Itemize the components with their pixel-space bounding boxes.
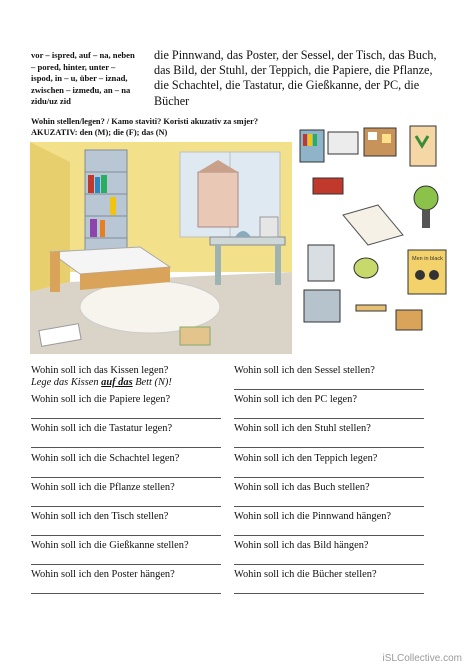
answer-line[interactable] — [234, 506, 424, 507]
answer-line[interactable] — [31, 564, 221, 565]
question-text: Wohin soll ich das Buch stellen? — [234, 481, 370, 493]
question-text: Wohin soll ich den Teppich legen? — [234, 452, 378, 464]
answer-line[interactable] — [234, 593, 424, 594]
question-text: Wohin soll ich das Kissen legen? — [31, 365, 169, 376]
prepositions-block — [31, 50, 147, 108]
room-illustration — [30, 142, 292, 354]
vocabulary-line: das Bild, der Stuhl, der Teppich, die Papiere, die Pflanze, — [154, 63, 433, 78]
example-before: Lege das Kissen — [31, 377, 102, 388]
answer-line[interactable] — [31, 593, 221, 594]
question-text: Wohin soll ich die Bücher stellen? — [234, 569, 377, 581]
instruction-line: Wohin stellen/legen? / Kamo staviti? Koristi akuzativ za smjer? — [31, 117, 259, 126]
vocabulary-line: die Schachtel, die Tastatur, die Gießkanne, der PC, die — [154, 78, 420, 93]
answer-line[interactable] — [31, 506, 221, 507]
answer-line[interactable] — [31, 477, 221, 478]
question-text: Wohin soll ich die Pinnwand hängen? — [234, 511, 392, 522]
question-text: Wohin soll ich den Stuhl stellen? — [234, 423, 371, 435]
example-underlined: auf das — [101, 377, 133, 388]
example-after: Bett (N)! — [132, 377, 172, 388]
answer-line[interactable] — [234, 477, 424, 478]
question-text: Wohin soll ich den Sessel stellen? — [234, 365, 375, 376]
instructions-block — [31, 117, 301, 139]
question-text: Wohin soll ich die Schachtel legen? — [31, 452, 180, 464]
preposition-line: zidu/uz zid — [31, 96, 71, 107]
question-text: Wohin soll ich die Papiere legen? — [31, 394, 171, 406]
answer-line[interactable] — [31, 447, 221, 448]
preposition-line: – pored, hinter, unter – — [31, 61, 116, 72]
instruction-line: AKUZATIV: den (M); die (F); das (N) — [31, 127, 168, 137]
vocabulary-block — [154, 48, 454, 109]
preposition-line: vor – ispred, auf – na, neben — [31, 50, 135, 60]
answer-line[interactable] — [234, 418, 424, 419]
example-answer — [31, 377, 172, 388]
answer-line[interactable] — [31, 418, 221, 419]
question-text: Wohin soll ich den Tisch stellen? — [31, 511, 169, 522]
footer-watermark: iSLCollective.com — [382, 653, 462, 664]
question-text: Wohin soll ich den PC legen? — [234, 394, 357, 406]
question-text: Wohin soll ich die Pflanze stellen? — [31, 481, 175, 493]
question-text: Wohin soll ich den Poster hängen? — [31, 569, 175, 581]
preposition-line: zwischen – između, an – na — [31, 84, 131, 95]
vocabulary-line: die Pinnwand, das Poster, der Sessel, der Tisch, das Buch, — [154, 48, 437, 62]
answer-line[interactable] — [234, 447, 424, 448]
question-text: Wohin soll ich die Gießkanne stellen? — [31, 540, 189, 552]
answer-line[interactable] — [234, 564, 424, 565]
answer-line[interactable] — [234, 389, 424, 390]
answer-line[interactable] — [234, 535, 424, 536]
vocabulary-line: Bücher — [154, 93, 190, 108]
question-text: Wohin soll ich das Bild hängen? — [234, 540, 369, 552]
answer-line[interactable] — [31, 535, 221, 536]
question-text: Wohin soll ich die Tastatur legen? — [31, 423, 173, 435]
objects-illustration — [298, 120, 448, 360]
poster-caption: Men in black — [412, 256, 443, 262]
preposition-line: ispod, in – u, über – iznad, — [31, 73, 128, 84]
